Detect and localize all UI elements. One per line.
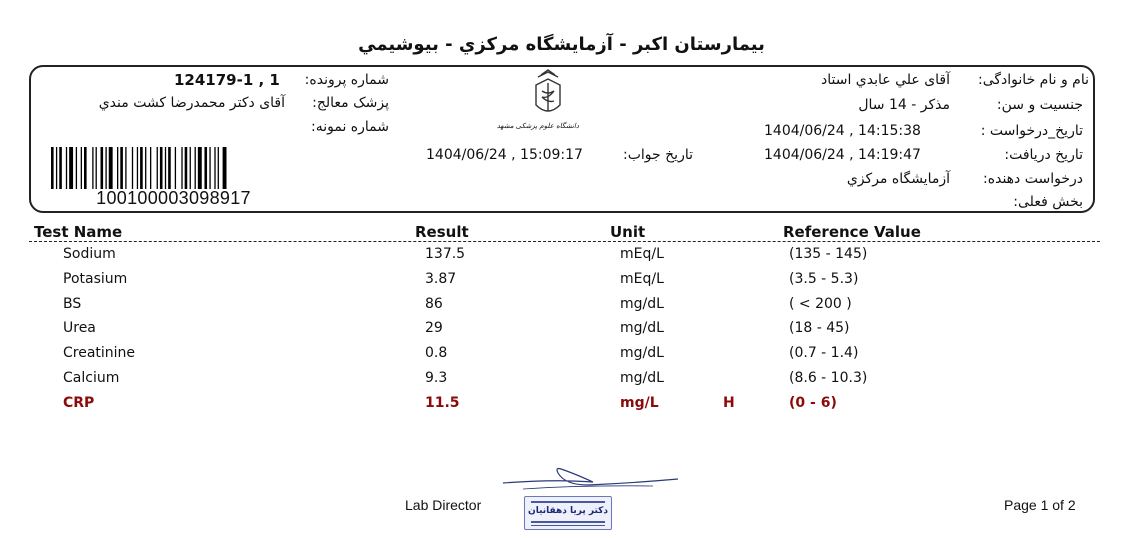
answer-date-label: تاریخ جواب: <box>623 147 693 163</box>
column-unit: Unit <box>610 223 646 241</box>
unit-cell: mEq/L <box>620 246 664 262</box>
page-number: Page 1 of 2 <box>1004 497 1076 513</box>
result-cell: 86 <box>425 295 443 312</box>
requester-label: درخواست دهنده: <box>983 171 1083 187</box>
reference-cell: (8.6 - 10.3) <box>789 370 868 386</box>
unit-cell: mg/dL <box>620 345 664 362</box>
lab-director-label: Lab Director <box>405 497 482 513</box>
reference-cell: (3.5 - 5.3) <box>789 270 859 287</box>
result-cell: 0.8 <box>425 345 448 362</box>
table-row <box>0 370 1123 395</box>
answer-date-value: 1404/06/24 , 15:09:17 <box>426 147 583 163</box>
requester-value: آزمایشگاه مرکزي <box>846 171 950 187</box>
result-cell: 9.3 <box>425 370 448 386</box>
patient-info-panel <box>29 65 1095 213</box>
result-cell: 137.5 <box>425 246 466 262</box>
reference-cell: (0 - 6) <box>789 394 837 411</box>
table-row <box>0 320 1123 345</box>
unit-cell: mg/dL <box>620 295 664 312</box>
table-row <box>0 296 1123 321</box>
test-name-cell: Potasium <box>63 270 128 287</box>
report-title: بيمارستان اکبر - آزمايشگاه مرکزي - بيوشيمي <box>358 34 765 55</box>
sex-age-value: مذکر - 14 سال <box>858 97 950 113</box>
column-test-name: Test Name <box>34 223 123 241</box>
barcode <box>51 147 296 189</box>
column-result: Result <box>415 223 469 241</box>
director-stamp <box>524 496 612 530</box>
department-label: بخش فعلی: <box>1013 194 1083 210</box>
unit-cell: mg/dL <box>620 370 664 386</box>
barcode-number: 100100003098917 <box>96 188 251 208</box>
unit-cell: mg/L <box>620 394 659 411</box>
receive-date-value: 1404/06/24 , 14:19:47 <box>764 147 921 163</box>
flag-cell: H <box>723 394 735 411</box>
result-cell: 11.5 <box>425 394 460 411</box>
table-row <box>0 395 1123 420</box>
unit-cell: mg/dL <box>620 320 664 337</box>
test-name-cell: BS <box>63 295 82 312</box>
test-name-cell: Creatinine <box>63 345 136 362</box>
patient-name-value: آقای علي عابدي استاد <box>821 72 950 88</box>
header-divider <box>29 241 1100 242</box>
patient-name-label: نام و نام خانوادگی: <box>978 72 1089 88</box>
stamp-text: دکتر پریا دهقانیان <box>528 506 608 516</box>
result-cell: 29 <box>425 320 443 337</box>
test-name-cell: Urea <box>63 320 96 337</box>
reference-cell: (0.7 - 1.4) <box>789 345 859 362</box>
reference-cell: (135 - 145) <box>789 246 868 262</box>
reference-cell: ( < 200 ) <box>789 295 852 312</box>
test-name-cell: Sodium <box>63 246 116 262</box>
unit-cell: mEq/L <box>620 270 664 287</box>
reference-cell: (18 - 45) <box>789 320 850 337</box>
logo-caption: دانشگاه علوم پزشکی مشهد <box>496 122 579 130</box>
request-date-label: تاریخ_درخواست : <box>980 123 1083 139</box>
table-row <box>0 246 1123 271</box>
sex-age-label: جنسیت و سن: <box>996 97 1083 113</box>
result-cell: 3.87 <box>425 270 457 287</box>
test-name-cell: CRP <box>63 394 95 411</box>
column-reference: Reference Value <box>783 223 921 241</box>
doctor-label: پزشک معالج: <box>312 95 389 111</box>
table-row <box>0 345 1123 370</box>
file-number-label: شماره پرونده: <box>304 72 389 88</box>
test-name-cell: Calcium <box>63 370 120 386</box>
table-row <box>0 271 1123 296</box>
receive-date-label: تاریخ دریافت: <box>1004 147 1083 163</box>
request-date-value: 1404/06/24 , 14:15:38 <box>764 123 921 139</box>
doctor-value: آقای دکتر محمدرضا کشت مندي <box>98 95 285 111</box>
sample-number-label: شماره نمونه: <box>311 119 389 135</box>
file-number-value: 124179-1 , 1 <box>174 71 280 89</box>
